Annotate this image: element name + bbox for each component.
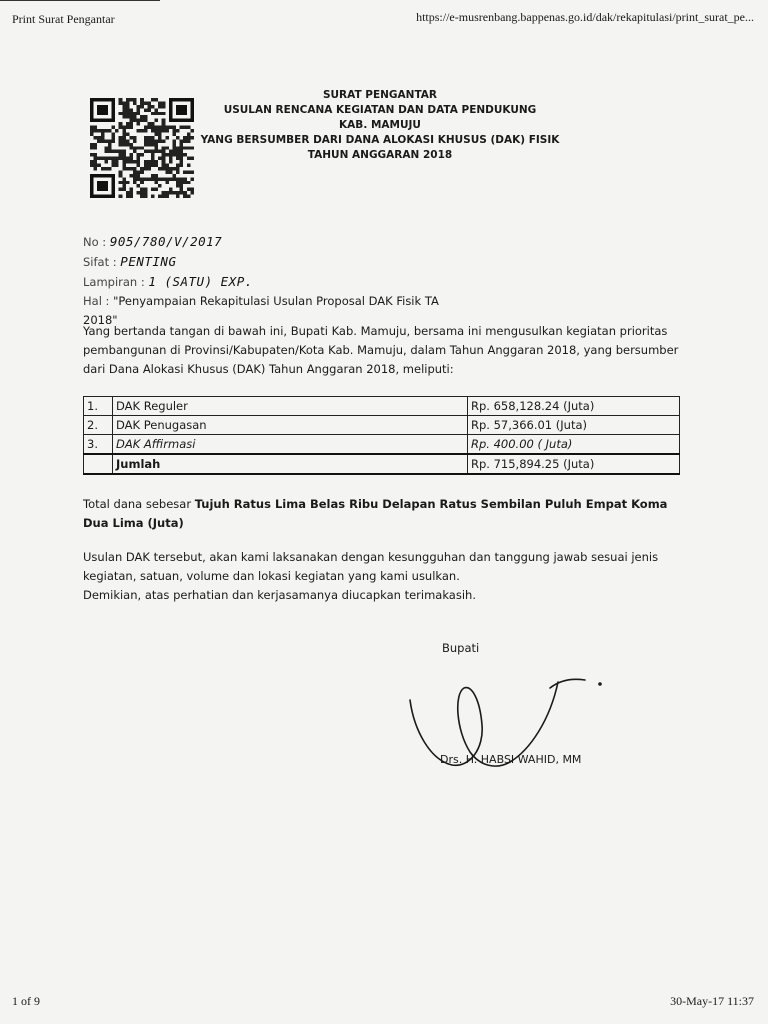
table-row — [84, 416, 680, 435]
no-label: No : — [83, 235, 107, 249]
lampiran-value: 1 (SATU) EXP. — [148, 274, 253, 289]
signature-role: Bupati — [442, 641, 480, 655]
closing-paragraph — [83, 548, 693, 605]
no-value: 905/780/V/2017 — [109, 234, 223, 249]
letter-meta — [83, 232, 443, 330]
print-title: Print Surat Pengantar — [12, 12, 115, 26]
page-count: 1 of 9 — [12, 994, 40, 1008]
sifat-label: Sifat : — [83, 255, 117, 269]
total-words: Tujuh Ratus Lima Belas Ribu Delapan Ratus Sembilan Puluh Empat Koma Dua Lima (Juta) — [83, 497, 668, 530]
top-rule — [0, 0, 160, 1]
row-name: DAK Affirmasi — [113, 435, 468, 455]
lampiran-label: Lampiran : — [83, 275, 145, 289]
intro-paragraph: Yang bertanda tangan di bawah ini, Bupati Kab. Mamuju, bersama ini mengusulkan kegiatan prioritas pembangunan di Provinsi/Kabupaten/Kota Kab. Mamuju, dalam Tahun Anggaran 2018, yang bersumber dari Dana Alokasi Khusus (DAK) Tahun Anggaran 2018, meliputi: — [83, 324, 679, 376]
row-no: 2. — [84, 416, 113, 435]
signer-name: Drs. H. HABSI WAHID, MM — [440, 753, 582, 766]
print-datetime: 30-May-17 11:37 — [670, 994, 754, 1008]
meta-no — [83, 232, 443, 252]
table-total-row — [84, 454, 680, 474]
total-label: Jumlah — [113, 454, 468, 474]
hal-value: "Penyampaian Rekapitulasi Usulan Proposal DAK Fisik TA 2018" — [83, 294, 439, 327]
heading-line: TAHUN ANGGARAN 2018 — [307, 149, 453, 161]
row-name: DAK Penugasan — [113, 416, 468, 435]
letter-heading — [190, 88, 570, 163]
heading-line: USULAN RENCANA KEGIATAN DAN DATA PENDUKUNG — [223, 104, 537, 116]
row-amount: Rp. 400.00 ( Juta) — [468, 435, 680, 455]
total-amount: Rp. 715,894.25 (Juta) — [468, 454, 680, 474]
heading-line: SURAT PENGANTAR — [322, 89, 438, 101]
row-amount: Rp. 57,366.01 (Juta) — [468, 416, 680, 435]
hal-label: Hal : — [83, 294, 110, 308]
meta-lampiran — [83, 272, 443, 292]
dak-table — [83, 396, 680, 475]
print-header — [12, 8, 754, 32]
total-paragraph — [83, 495, 693, 533]
table-row — [84, 397, 680, 416]
meta-sifat — [83, 252, 443, 272]
closing-line: Demikian, atas perhatian dan kerjasamanya diucapkan terimakasih. — [83, 588, 476, 602]
row-name: DAK Reguler — [113, 397, 468, 416]
closing-line: Usulan DAK tersebut, akan kami laksanakan dengan kesungguhan dan tanggung jawab sesuai jenis kegiatan, satuan, volume dan lokasi kegiatan yang kami usulkan. — [83, 550, 659, 583]
total-no — [84, 454, 113, 474]
heading-line: YANG BERSUMBER DARI DANA ALOKASI KHUSUS (DAK) FISIK — [200, 134, 560, 146]
total-prefix: Total dana sebesar — [83, 497, 195, 511]
sifat-value: PENTING — [120, 254, 177, 269]
heading-line: KAB. MAMUJU — [339, 119, 421, 131]
print-url[interactable]: https://e-musrenbang.bappenas.go.id/dak/rekapitulasi/print_surat_pe... — [416, 10, 754, 24]
row-no: 1. — [84, 397, 113, 416]
table-row — [84, 435, 680, 455]
qr-code — [90, 98, 194, 198]
row-no: 3. — [84, 435, 113, 455]
row-amount: Rp. 658,128.24 (Juta) — [468, 397, 680, 416]
